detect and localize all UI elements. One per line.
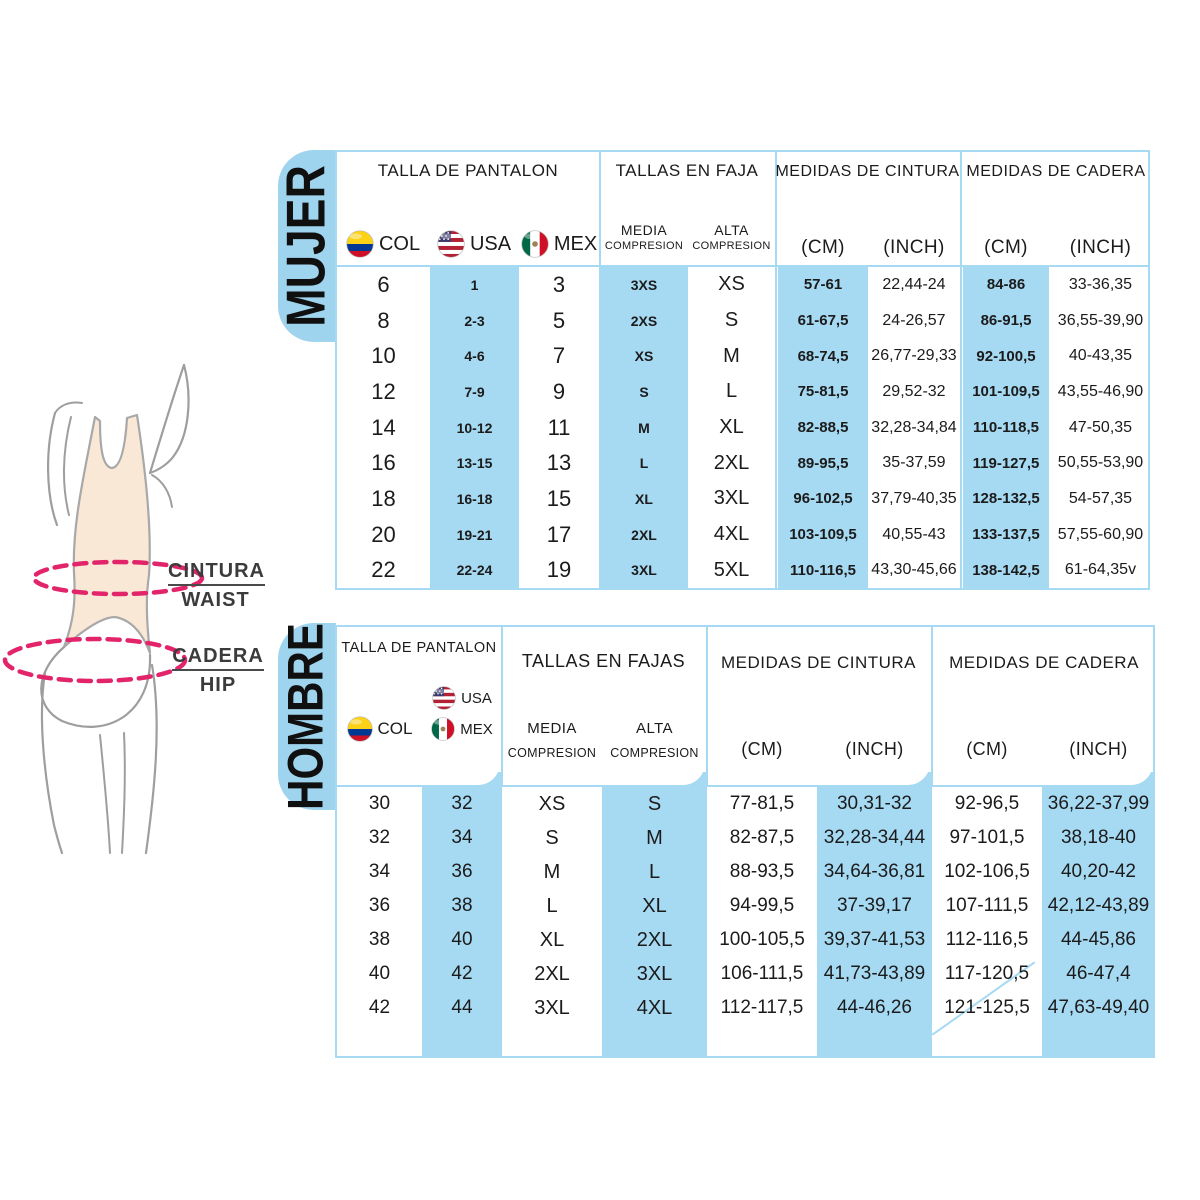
header-block-hip (934, 627, 1153, 785)
hip-measure-ellipse (5, 639, 185, 681)
size-cell: 86-91,5 (980, 312, 1032, 329)
size-cell: 68-74,5 (797, 347, 849, 365)
size-cell: 43,30-45,66 (871, 561, 957, 579)
compression-title: MEDIA (620, 222, 668, 238)
size-cell: L (725, 380, 738, 403)
size-cell: 39,37-41,53 (823, 929, 926, 950)
size-cell: 36 (451, 861, 473, 882)
alta-compression-header (688, 222, 775, 253)
size-cell: 40,20-42 (1060, 861, 1136, 882)
men-waist-cm-column (707, 787, 817, 1025)
size-cell: 20 (371, 521, 396, 547)
men-alta-column (602, 787, 707, 1025)
size-cell: 133-137,5 (972, 526, 1040, 544)
size-cell: 5 (552, 307, 566, 333)
size-cell: 3XS (630, 276, 658, 293)
size-cell: 24-26,57 (882, 311, 946, 329)
men-media-column (502, 787, 602, 1025)
size-cell: 96-102,5 (793, 490, 853, 508)
size-cell: 40 (451, 929, 473, 950)
side-outline (152, 475, 172, 507)
section-divider (775, 152, 777, 588)
size-cell: 13-15 (456, 455, 493, 472)
flag-header-colombia (337, 226, 429, 262)
waist-inch-header: (INCH) (845, 739, 904, 759)
size-cell: 46-47,4 (1066, 963, 1131, 984)
size-cell: 32 (451, 793, 473, 814)
size-cell: 112-116,5 (945, 929, 1029, 950)
waist-cm-header: (CM) (741, 739, 783, 759)
size-cell: 40 (368, 963, 391, 984)
women-hip-inch-column (1049, 267, 1152, 588)
leg-outline (146, 665, 157, 853)
women-hip-cm-column (963, 267, 1049, 588)
size-cell: 138-142,5 (972, 561, 1040, 579)
section-title-pants: TALLA DE PANTALON (341, 640, 497, 656)
compression-subtitle: COMPRESION (692, 239, 771, 252)
size-cell: 42 (368, 997, 391, 1018)
size-cell: 32,28-34,44 (823, 827, 926, 848)
size-cell: 110-118,5 (973, 419, 1039, 437)
size-cell: 11 (547, 414, 571, 440)
usa-flag-icon (432, 686, 456, 710)
size-cell: XS (718, 273, 745, 296)
size-cell: 61-67,5 (797, 312, 849, 329)
men-hip-inch-column (1042, 787, 1155, 1025)
size-cell: 37,79-40,35 (871, 489, 957, 507)
size-cell: 110-116,5 (790, 561, 856, 579)
size-cell: 40-43,35 (1068, 347, 1133, 365)
leg-outline (122, 733, 125, 853)
size-cell: 57-61 (803, 276, 843, 294)
size-cell: XL (635, 490, 653, 507)
alta-compression-header (602, 720, 707, 761)
size-cell: 121-125,5 (944, 997, 1030, 1018)
hip-label (172, 645, 264, 697)
arm-outline (150, 365, 184, 473)
size-cell: 42 (451, 963, 473, 984)
size-cell: 37-39,17 (836, 895, 912, 916)
size-cell: 22,44-24 (882, 275, 946, 293)
flag-header-mexico (519, 226, 599, 262)
women-tab-label: MUJER (275, 165, 337, 327)
compression-title: MEDIA (527, 720, 577, 737)
flag-label: COL (378, 232, 421, 255)
women-col-column (337, 267, 430, 588)
hip-cm-header: (CM) (984, 237, 1028, 258)
shoulder-outline (55, 402, 82, 413)
bodysuit-shape (64, 415, 150, 653)
size-cell: 29,52-32 (882, 382, 946, 400)
women-alta-column (688, 267, 775, 588)
size-cell: L (648, 860, 661, 883)
size-cell: 36 (368, 895, 391, 916)
section-title-pants: TALLA DE PANTALON (377, 161, 559, 180)
size-cell: 54-57,35 (1068, 489, 1133, 507)
compression-subtitle: COMPRESION (604, 239, 684, 252)
size-cell: 30 (368, 793, 391, 814)
size-cell: 40,55-43 (882, 525, 946, 543)
flag-header-mexico (422, 715, 502, 743)
size-cell: 112-117,5 (720, 997, 804, 1018)
women-waist-inch-column (868, 267, 960, 588)
size-cell: M (723, 344, 740, 367)
size-cell: 61-64,35v (1064, 561, 1137, 579)
size-cell: 97-101,5 (949, 827, 1025, 848)
women-usa-column (430, 267, 519, 588)
flag-label: COL (377, 719, 413, 738)
waist-label (168, 560, 263, 612)
leg-outline (42, 673, 62, 853)
media-compression-header (502, 720, 602, 761)
size-cell: 3 (552, 271, 566, 297)
size-cell: 3XL (636, 962, 673, 985)
size-cell: 36,55-39,90 (1057, 311, 1144, 329)
size-cell: 8 (377, 307, 390, 333)
size-cell: 34 (368, 861, 391, 882)
size-cell: 32 (368, 827, 391, 848)
size-cell: 44-46,26 (836, 997, 912, 1018)
header-block-waist (709, 627, 930, 785)
size-cell: 34,64-36,81 (823, 861, 926, 882)
flag-label: USA (469, 232, 512, 255)
size-cell: 106-111,5 (720, 963, 804, 984)
size-cell: 94-99,5 (729, 895, 795, 916)
compression-subtitle: COMPRESION (507, 745, 597, 760)
waist-inch-header: (INCH) (883, 237, 945, 258)
media-compression-header (600, 222, 688, 253)
flag-header-usa (429, 226, 519, 262)
size-cell: 117-120,5 (944, 963, 1030, 984)
size-cell: 33-36,35 (1068, 275, 1133, 293)
size-cell: 4XL (636, 996, 673, 1019)
size-cell: 3XL (534, 996, 570, 1019)
size-cell: 89-95,5 (797, 454, 849, 472)
men-size-table (335, 625, 1155, 1058)
size-cell: 22 (371, 557, 396, 583)
size-cell: 128-132,5 (972, 490, 1040, 508)
size-cell: 12 (371, 378, 396, 404)
size-cell: 102-106,5 (944, 861, 1030, 882)
size-cell: 42,12-43,89 (1047, 895, 1150, 916)
usa-flag-icon (437, 230, 465, 258)
size-cell: 19-21 (456, 526, 493, 543)
size-cell: 7 (552, 343, 566, 369)
mexico-flag-icon (521, 230, 549, 258)
size-cell: 4-6 (464, 348, 485, 365)
size-cell: 22-24 (456, 562, 493, 579)
size-cell: 107-111,5 (945, 895, 1029, 916)
size-cell: 16-18 (456, 490, 493, 507)
flag-label: MEX (460, 720, 493, 738)
size-cell: 44 (451, 997, 473, 1018)
size-cell: 47-50,35 (1068, 418, 1133, 436)
section-title-hip: MEDIDAS DE CADERA (949, 653, 1139, 672)
compression-title: ALTA (714, 222, 749, 238)
size-cell: 14 (371, 414, 396, 440)
size-cell: M (543, 860, 561, 883)
size-cell: 1 (470, 276, 479, 293)
size-cell: 41,73-43,89 (823, 963, 926, 984)
men-tab-label: HOMBRE (278, 623, 334, 810)
size-cell: 3XL (631, 562, 657, 579)
size-cell: 44-45,86 (1060, 929, 1136, 950)
size-cell: 16 (371, 450, 396, 476)
leg-outline (100, 735, 110, 853)
size-cell: 92-96,5 (954, 793, 1020, 814)
size-cell: 18 (371, 485, 396, 511)
size-cell: 88-93,5 (729, 861, 795, 882)
size-cell: 10-12 (456, 419, 493, 436)
size-cell: 9 (552, 378, 566, 404)
size-cell: 13 (546, 450, 572, 476)
compression-title: ALTA (636, 720, 673, 737)
hip-inch-header: (INCH) (1069, 237, 1132, 258)
size-cell: 84-86 (986, 276, 1026, 294)
arm-outline (64, 417, 71, 515)
hip-label-es: CADERA (172, 645, 264, 671)
hip-cm-header: (CM) (966, 739, 1008, 759)
size-cell: 43,55-46,90 (1057, 382, 1144, 400)
size-cell: 2XS (630, 312, 658, 329)
size-cell: 10 (371, 343, 396, 369)
flag-header-colombia (337, 713, 422, 745)
waist-label-en: WAIST (181, 589, 250, 611)
size-cell: S (724, 309, 739, 331)
size-cell: S (647, 792, 662, 815)
men-tab (278, 623, 336, 810)
size-cell: 57,55-60,90 (1057, 525, 1144, 543)
men-hip-cm-column (932, 787, 1042, 1025)
size-cell: L (639, 455, 649, 472)
size-cell: 38,18-40 (1060, 827, 1136, 848)
size-cell: 26,77-29,33 (871, 347, 957, 365)
size-cell: 3XL (713, 487, 750, 510)
men-waist-inch-column (817, 787, 932, 1025)
flag-header-usa (422, 684, 502, 712)
section-title-waist: MEDIDAS DE CINTURA (775, 163, 960, 180)
size-cell: 92-100,5 (976, 347, 1036, 365)
hip-outline (41, 647, 150, 727)
size-cell: M (646, 826, 663, 849)
hip-inch-header: (INCH) (1069, 739, 1128, 759)
size-cell: 77-81,5 (729, 793, 795, 814)
size-cell: 38 (368, 929, 391, 950)
women-mex-column (519, 267, 599, 588)
women-size-table (335, 150, 1150, 590)
section-title-hip: MEDIDAS DE CADERA (966, 163, 1146, 180)
size-cell: 50,55-53,90 (1057, 454, 1144, 472)
size-cell: 32,28-34,84 (871, 418, 957, 436)
size-cell: M (638, 419, 650, 436)
colombia-flag-icon (347, 716, 373, 742)
size-cell: XL (719, 416, 744, 439)
size-cell: 5XL (713, 558, 750, 581)
section-title-girdle: TALLAS EN FAJA (615, 161, 759, 180)
flag-label: USA (461, 689, 492, 707)
men-col-column (337, 787, 422, 1025)
section-divider (931, 627, 933, 785)
men-usa-mex-column (422, 787, 502, 1025)
size-cell: L (546, 894, 558, 917)
section-divider (960, 152, 962, 588)
size-cell: 82-87,5 (729, 827, 795, 848)
mexico-flag-icon (431, 717, 455, 741)
size-cell: 2XL (534, 962, 570, 985)
size-cell: 6 (377, 271, 390, 297)
size-cell: 47,63-49,40 (1047, 997, 1150, 1018)
size-cell: 2XL (636, 928, 673, 951)
size-cell: 17 (546, 521, 572, 547)
size-cell: S (545, 826, 559, 849)
section-title-girdle: TALLAS EN FAJAS (521, 651, 686, 671)
hip-label-en: HIP (199, 674, 237, 696)
size-cell: XS (538, 792, 566, 815)
size-cell: 119-127,5 (972, 454, 1040, 472)
size-cell: 34 (451, 827, 473, 848)
size-cell: 2XL (631, 526, 657, 543)
size-cell: 30,31-32 (836, 793, 912, 814)
size-cell: XL (539, 928, 565, 951)
waist-cm-header: (CM) (801, 237, 845, 258)
size-cell: S (639, 383, 649, 400)
women-tab (275, 150, 337, 342)
size-cell: 101-109,5 (972, 383, 1040, 401)
colombia-flag-icon (346, 230, 374, 258)
arm-outline (48, 413, 57, 525)
women-media-column (600, 267, 688, 588)
size-cell: XS (634, 348, 654, 365)
size-cell: 103-109,5 (789, 526, 857, 544)
section-title-waist: MEDIDAS DE CINTURA (720, 653, 917, 672)
compression-subtitle: COMPRESION (610, 745, 699, 760)
size-cell: 4XL (713, 523, 750, 546)
women-waist-cm-column (778, 267, 868, 588)
size-cell: XL (642, 894, 667, 917)
flag-label: MEX (553, 232, 598, 255)
size-cell: 19 (546, 557, 572, 583)
size-cell: 75-81,5 (797, 383, 849, 401)
size-cell: 7-9 (464, 383, 485, 400)
size-cell: 35-37,59 (882, 454, 946, 472)
size-cell: 82-88,5 (797, 419, 849, 437)
size-cell: 100-105,5 (719, 929, 805, 950)
size-cell: 36,22-37,99 (1047, 793, 1150, 814)
size-cell: 2XL (713, 451, 750, 474)
size-cell: 2-3 (464, 312, 485, 329)
size-cell: 38 (451, 895, 473, 916)
waist-label-es: CINTURA (168, 560, 265, 586)
size-cell: 15 (546, 485, 572, 511)
